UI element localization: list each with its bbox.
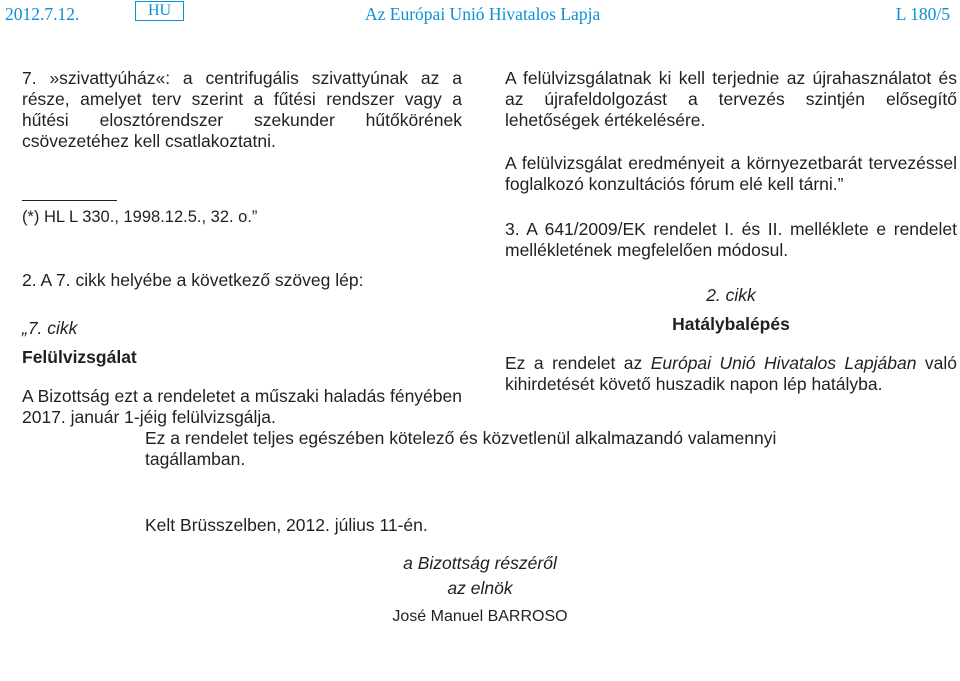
on-behalf-of: a Bizottság részéről (403, 553, 557, 573)
journal-name-italic: Európai Unió Hivatalos Lapjában (650, 353, 917, 373)
binding-statement: Ez a rendelet teljes egészében kötelező és közvetlenül alkalmazandó valamennyi tagállamban. (145, 428, 777, 469)
signatory-name: José Manuel BARROSO (392, 608, 568, 625)
review-paragraph: A Bizottság ezt a rendeletet a műszaki haladás fényében 2017. január 1-jéig felülvizsgálja. (22, 386, 462, 427)
article-label: „7. cikk (22, 318, 78, 338)
entry-text-post: való kihirdetését követő huszadik napon lép hatályba. (505, 353, 958, 394)
signatory-role: az elnök (447, 578, 513, 598)
place-and-date: Kelt Brüsszelben, 2012. július 11-én. (145, 515, 428, 535)
footnote: (*) HL L 330., 1998.12.5., 32. o.” (22, 208, 258, 226)
closing-block (145, 428, 845, 536)
article-title: Felülvizsgálat (22, 347, 137, 367)
amendment-point-2: 2. A 7. cikk helyébe a következő szöveg lép: (22, 270, 364, 290)
page-header (5, 3, 950, 27)
left-column (22, 68, 462, 428)
footnote-divider (22, 200, 117, 201)
right-column (505, 68, 957, 395)
definition-item-7: 7. »szivattyúház«: a centrifugális szivattyúnak az a része, amelyet terv szerint a fűtési rendszer vagy a hűtési elosztórendszer szekunder hűtőkörének csövezetéhez kell csatlakoztatni. (22, 68, 462, 151)
amendment-point-3: 3. A 641/2009/EK rendelet I. és II. melléklete e rendelet mellékletének megfelelően módosul. (505, 219, 957, 260)
article-2-label: 2. cikk (706, 285, 756, 305)
entry-into-force-paragraph (505, 353, 957, 395)
page-number: L 180/5 (895, 4, 950, 24)
header-date: 2012.7.12. (5, 4, 80, 24)
entry-text-pre: Ez a rendelet az (505, 353, 651, 373)
review-scope-paragraph: A felülvizsgálatnak ki kell terjednie az újrahasználatot és az újrafeldolgozást a tervezés szintjén elősegítő lehetőségek értékelésére. (505, 68, 957, 130)
article-2-title: Hatálybalépés (672, 314, 790, 334)
language-badge: HU (135, 1, 184, 21)
review-results-paragraph: A felülvizsgálat eredményeit a környezetbarát tervezéssel foglalkozó konzultációs fórum elé kell tárni.” (505, 153, 957, 194)
journal-title: Az Európai Unió Hivatalos Lapja (365, 4, 601, 24)
